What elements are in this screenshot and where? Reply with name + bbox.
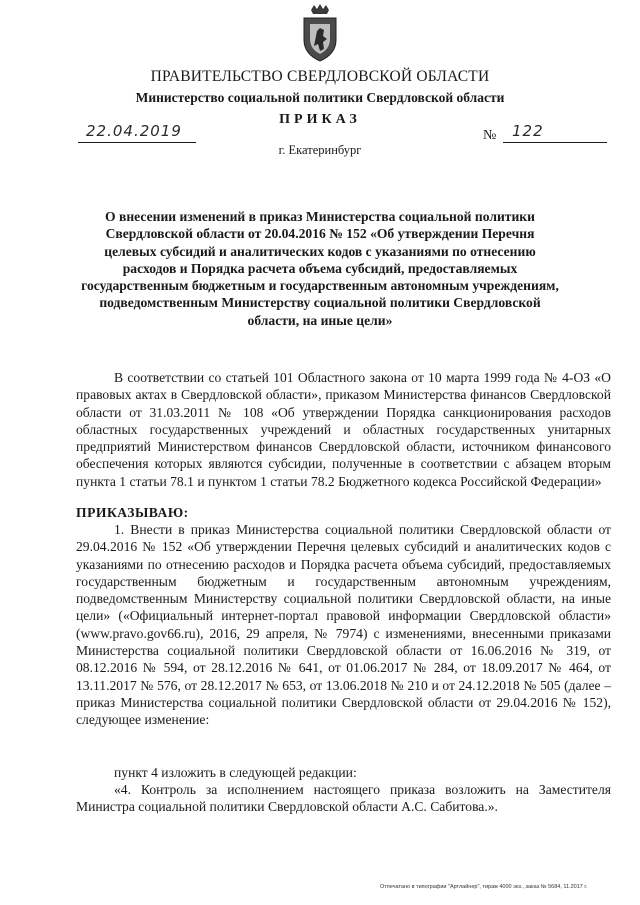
ministry-name: Министерство социальной политики Свердловской области <box>135 90 505 105</box>
document-title: О внесении изменений в приказ Министерства социальной политики Свердловской области от 20.04.2016 № 152 «Об утверждении Перечня целевых субсидий и аналитических кодов с указаниями по отнесению расходов и Порядка расчета объема субсидий, предоставляемых государственным бюджетным и государственным автономным учреждениям, подведомственным Министерству социальной политики Свердловской области, на иные цели» <box>81 209 559 328</box>
document-type: ПРИКАЗ <box>279 112 361 127</box>
preamble-paragraph: В соответствии со статьей 101 Областного закона от 10 марта 1999 года № 4-ОЗ «О правовых актах в Свердловской области», приказом Министерства финансов Свердловской области от 31.03.2011 № 108 «Об утверждении Порядка санкционирования расходов областных государственных учреждений и областных государственных унитарных предприятий Министерством финансов Свердловской области, источником финансового обеспечения которых являются субсидии, полученные в соответствии с абзацем вторым пункта 1 статьи 78.1 и пунктом 1 статьи 78.2 Бюджетного кодекса Российской Федерации» <box>76 370 611 489</box>
coat-of-arms-icon <box>299 4 341 62</box>
handwritten-date: 22.04.2019 <box>86 122 182 140</box>
item-1-quote: «4. Контроль за исполнением настоящего приказа возложить на Заместителя Министра социальной политики Свердловской области А.С. Сабитова.». <box>76 782 611 815</box>
government-name: ПРАВИТЕЛЬСТВО СВЕРДЛОВСКОЙ ОБЛАСТИ <box>150 68 490 85</box>
number-label: № <box>483 128 497 143</box>
item-1-intro: пункт 4 изложить в следующей редакции: <box>114 765 357 780</box>
print-note: Отпечатано в типографии "Артлайнер", тираж 4000 экз., заказ № 5684, 11.2017 г. <box>380 884 588 890</box>
item-1-paragraph: 1. Внести в приказ Министерства социальной политики Свердловской области от 29.04.2016 № 152 «Об утверждении Перечня целевых субсидий и аналитических кодов с указаниями по отнесению расходов и Порядка расчета объема субсидий, предоставляемых государственным бюджетным и государственным автономным учреждениям, подведомственным Министерству социальной политики Свердловской области, на иные цели» («Официальный интернет-портал правовой информации Свердловской области» (www.pravo.gov66.ru), 2016, 29 апреля, № 7974) с изменениями, внесенными приказами Министерства социальной политики Свердловской области от 16.06.2016 № 319, от 08.12.2016 № 594, от 28.12.2016 № 641, от 01.06.2017 № 284, от 18.09.2017 № 464, от 13.11.2017 № 576, от 28.12.2017 № 653, от 13.06.2018 № 210 и от 24.12.2018 № 505 (далее – приказ Министерства социальной политики Свердловской области от 29.04.2016 № 152), следующее изменение: <box>76 522 611 728</box>
orders-heading: ПРИКАЗЫВАЮ: <box>76 505 189 520</box>
handwritten-number: 122 <box>512 122 544 140</box>
city: г. Екатеринбург <box>278 143 362 157</box>
